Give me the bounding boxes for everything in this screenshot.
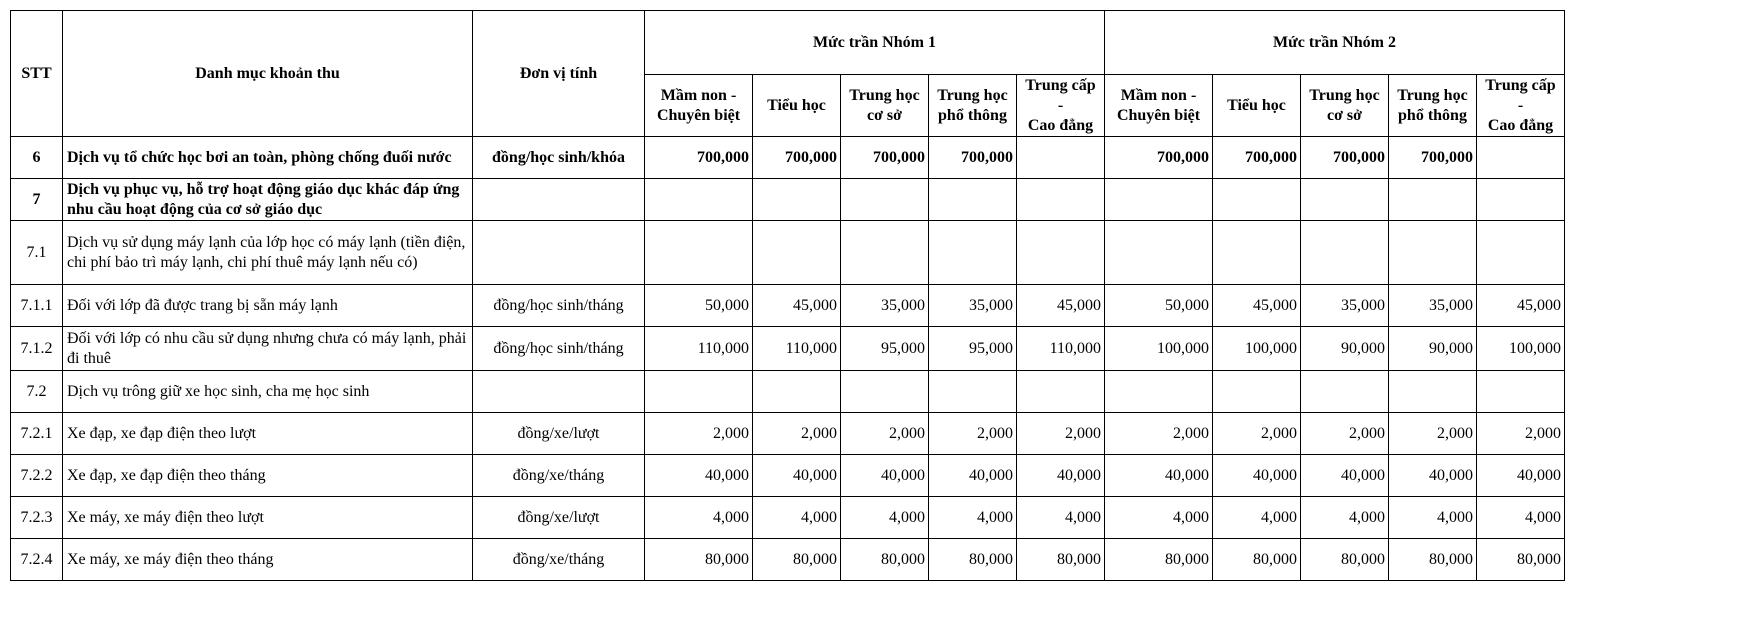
group-2-value: 80,000 xyxy=(1105,539,1213,581)
group-2-value: 40,000 xyxy=(1213,455,1301,497)
group-1-value xyxy=(1017,371,1105,413)
group-1-value xyxy=(1017,179,1105,221)
row-unit xyxy=(473,371,645,413)
row-unit xyxy=(473,221,645,285)
group-1-value xyxy=(929,221,1017,285)
group-1-value: 2,000 xyxy=(645,413,753,455)
table-body xyxy=(11,137,1565,581)
fee-table-container xyxy=(10,10,1565,581)
group-1-value xyxy=(753,371,841,413)
group-1-value xyxy=(1017,221,1105,285)
row-category: Xe máy, xe máy điện theo lượt xyxy=(63,497,473,539)
group-1-value: 35,000 xyxy=(929,285,1017,327)
group-1-value: 700,000 xyxy=(841,137,929,179)
table-row xyxy=(11,285,1565,327)
group-1-value xyxy=(841,179,929,221)
row-stt: 7.2.2 xyxy=(11,455,63,497)
row-stt: 6 xyxy=(11,137,63,179)
header-group-1-level-3 xyxy=(841,75,929,137)
group-2-value: 700,000 xyxy=(1213,137,1301,179)
group-1-value: 110,000 xyxy=(1017,327,1105,371)
group-2-value xyxy=(1105,371,1213,413)
row-stt: 7 xyxy=(11,179,63,221)
header-group-1-level-1 xyxy=(645,75,753,137)
group-1-value: 2,000 xyxy=(841,413,929,455)
table-row xyxy=(11,327,1565,371)
group-2-value: 40,000 xyxy=(1301,455,1389,497)
group-2-value: 40,000 xyxy=(1477,455,1565,497)
group-2-value: 2,000 xyxy=(1105,413,1213,455)
group-1-value xyxy=(645,179,753,221)
group-1-value xyxy=(841,371,929,413)
group-2-value: 45,000 xyxy=(1477,285,1565,327)
group-2-value xyxy=(1105,221,1213,285)
row-stt: 7.2.1 xyxy=(11,413,63,455)
group-1-value xyxy=(929,371,1017,413)
group-1-value: 110,000 xyxy=(753,327,841,371)
group-1-value: 4,000 xyxy=(645,497,753,539)
group-2-value: 700,000 xyxy=(1301,137,1389,179)
group-1-value: 40,000 xyxy=(929,455,1017,497)
table-row xyxy=(11,497,1565,539)
table-row xyxy=(11,137,1565,179)
group-2-value: 4,000 xyxy=(1477,497,1565,539)
group-1-value xyxy=(929,179,1017,221)
group-2-value xyxy=(1477,179,1565,221)
table-row xyxy=(11,455,1565,497)
group-2-value: 35,000 xyxy=(1301,285,1389,327)
row-category: Đối với lớp đã được trang bị sẵn máy lạnh xyxy=(63,285,473,327)
group-2-value: 2,000 xyxy=(1389,413,1477,455)
group-1-value: 80,000 xyxy=(841,539,929,581)
row-stt: 7.2 xyxy=(11,371,63,413)
group-2-value: 90,000 xyxy=(1389,327,1477,371)
group-2-value: 80,000 xyxy=(1477,539,1565,581)
row-unit: đồng/xe/tháng xyxy=(473,539,645,581)
fee-ceiling-table xyxy=(10,10,1565,581)
row-stt: 7.2.4 xyxy=(11,539,63,581)
group-1-value: 95,000 xyxy=(929,327,1017,371)
header-stt: STT xyxy=(11,11,63,137)
level-label-line: Chuyên biệt xyxy=(656,106,741,124)
level-label-line: Cao đẳng xyxy=(1027,116,1094,134)
group-2-value xyxy=(1477,371,1565,413)
group-1-value: 35,000 xyxy=(841,285,929,327)
group-1-value: 80,000 xyxy=(645,539,753,581)
table-row xyxy=(11,179,1565,221)
group-2-value: 40,000 xyxy=(1389,455,1477,497)
group-1-value: 4,000 xyxy=(929,497,1017,539)
group-2-value: 40,000 xyxy=(1105,455,1213,497)
header-group-2-level-5 xyxy=(1477,75,1565,137)
group-2-value: 90,000 xyxy=(1301,327,1389,371)
group-1-value xyxy=(841,221,929,285)
level-label-line: Cao đẳng xyxy=(1487,116,1554,134)
header-group-2-level-2 xyxy=(1213,75,1301,137)
group-1-value xyxy=(753,179,841,221)
table-row xyxy=(11,413,1565,455)
group-2-value xyxy=(1389,179,1477,221)
group-1-value: 2,000 xyxy=(753,413,841,455)
group-2-value xyxy=(1213,371,1301,413)
group-2-value: 100,000 xyxy=(1477,327,1565,371)
header-group-2: Mức trần Nhóm 2 xyxy=(1105,11,1565,75)
row-category: Dịch vụ tổ chức học bơi an toàn, phòng chống đuối nước xyxy=(63,137,473,179)
group-1-value: 700,000 xyxy=(645,137,753,179)
group-2-value xyxy=(1105,179,1213,221)
group-2-value xyxy=(1301,221,1389,285)
row-stt: 7.2.3 xyxy=(11,497,63,539)
group-2-value: 4,000 xyxy=(1105,497,1213,539)
header-group-1-level-2 xyxy=(753,75,841,137)
group-2-value xyxy=(1477,221,1565,285)
group-1-value: 40,000 xyxy=(1017,455,1105,497)
group-1-value: 80,000 xyxy=(1017,539,1105,581)
row-unit: đồng/xe/tháng xyxy=(473,455,645,497)
group-1-value: 95,000 xyxy=(841,327,929,371)
group-1-value: 40,000 xyxy=(753,455,841,497)
table-row xyxy=(11,371,1565,413)
header-group-1-level-4 xyxy=(929,75,1017,137)
group-2-value: 2,000 xyxy=(1301,413,1389,455)
group-1-value: 40,000 xyxy=(841,455,929,497)
table-row xyxy=(11,221,1565,285)
level-label-line: Mầm non - xyxy=(1120,86,1197,104)
group-2-value: 700,000 xyxy=(1105,137,1213,179)
group-2-value xyxy=(1389,371,1477,413)
group-1-value xyxy=(753,221,841,285)
group-2-value xyxy=(1389,221,1477,285)
group-1-value: 80,000 xyxy=(929,539,1017,581)
group-1-value: 45,000 xyxy=(1017,285,1105,327)
group-2-value xyxy=(1213,221,1301,285)
row-stt: 7.1.1 xyxy=(11,285,63,327)
row-unit: đồng/học sinh/khóa xyxy=(473,137,645,179)
group-2-value: 2,000 xyxy=(1477,413,1565,455)
group-1-value: 2,000 xyxy=(1017,413,1105,455)
row-unit xyxy=(473,179,645,221)
group-2-value: 4,000 xyxy=(1301,497,1389,539)
header-group-2-level-4 xyxy=(1389,75,1477,137)
group-1-value: 4,000 xyxy=(753,497,841,539)
row-category: Xe đạp, xe đạp điện theo tháng xyxy=(63,455,473,497)
table-header xyxy=(11,11,1565,137)
group-1-value: 40,000 xyxy=(645,455,753,497)
group-1-value xyxy=(645,371,753,413)
row-unit: đồng/học sinh/tháng xyxy=(473,285,645,327)
header-category: Danh mục khoản thu xyxy=(63,11,473,137)
group-2-value: 45,000 xyxy=(1213,285,1301,327)
group-2-value xyxy=(1301,371,1389,413)
row-unit: đồng/xe/lượt xyxy=(473,413,645,455)
row-category: Dịch vụ phục vụ, hỗ trợ hoạt động giáo dục khác đáp ứng nhu cầu hoạt động của cơ sở giáo dục xyxy=(63,179,473,221)
level-label-line: Trung học xyxy=(1309,86,1380,104)
row-unit: đồng/xe/lượt xyxy=(473,497,645,539)
level-label-line: Trung học xyxy=(849,86,920,104)
group-1-value: 45,000 xyxy=(753,285,841,327)
table-row xyxy=(11,539,1565,581)
level-label-line: Trung cấp - xyxy=(1025,76,1096,114)
group-1-value: 4,000 xyxy=(841,497,929,539)
header-unit: Đơn vị tính xyxy=(473,11,645,137)
group-2-value: 2,000 xyxy=(1213,413,1301,455)
group-2-value xyxy=(1213,179,1301,221)
level-label-line: phổ thông xyxy=(1398,106,1467,124)
group-1-value: 2,000 xyxy=(929,413,1017,455)
group-2-value: 700,000 xyxy=(1389,137,1477,179)
level-label-line: cơ sở xyxy=(1326,106,1363,124)
header-group-2-level-3 xyxy=(1301,75,1389,137)
level-label-line: Mầm non - xyxy=(660,86,737,104)
level-label-line: Tiểu học xyxy=(767,96,826,114)
level-label-line: Trung học xyxy=(937,86,1008,104)
group-1-value: 4,000 xyxy=(1017,497,1105,539)
group-2-value: 80,000 xyxy=(1301,539,1389,581)
group-1-value: 50,000 xyxy=(645,285,753,327)
row-category: Xe máy, xe máy điện theo tháng xyxy=(63,539,473,581)
group-2-value: 100,000 xyxy=(1105,327,1213,371)
row-unit: đồng/học sinh/tháng xyxy=(473,327,645,371)
row-category: Dịch vụ sử dụng máy lạnh của lớp học có máy lạnh (tiền điện, chi phí bảo trì máy lạnh, chi phí thuê máy lạnh nếu có) xyxy=(63,221,473,285)
group-2-value: 4,000 xyxy=(1389,497,1477,539)
group-2-value xyxy=(1477,137,1565,179)
group-2-value: 50,000 xyxy=(1105,285,1213,327)
group-1-value xyxy=(1017,137,1105,179)
level-label-line: Chuyên biệt xyxy=(1116,106,1201,124)
row-stt: 7.1 xyxy=(11,221,63,285)
level-label-line: Trung cấp - xyxy=(1485,76,1556,114)
group-2-value: 80,000 xyxy=(1389,539,1477,581)
group-1-value: 700,000 xyxy=(929,137,1017,179)
level-label-line: phổ thông xyxy=(938,106,1007,124)
group-1-value: 700,000 xyxy=(753,137,841,179)
level-label-line: Tiểu học xyxy=(1227,96,1286,114)
header-group-1-level-5 xyxy=(1017,75,1105,137)
group-2-value: 100,000 xyxy=(1213,327,1301,371)
group-1-value: 80,000 xyxy=(753,539,841,581)
level-label-line: cơ sở xyxy=(866,106,903,124)
level-label-line: Trung học xyxy=(1397,86,1468,104)
row-category: Đối với lớp có nhu cầu sử dụng nhưng chưa có máy lạnh, phải đi thuê xyxy=(63,327,473,371)
group-2-value xyxy=(1301,179,1389,221)
row-category: Xe đạp, xe đạp điện theo lượt xyxy=(63,413,473,455)
group-2-value: 80,000 xyxy=(1213,539,1301,581)
group-2-value: 4,000 xyxy=(1213,497,1301,539)
group-1-value: 110,000 xyxy=(645,327,753,371)
row-stt: 7.1.2 xyxy=(11,327,63,371)
group-1-value xyxy=(645,221,753,285)
header-group-1: Mức trần Nhóm 1 xyxy=(645,11,1105,75)
header-group-2-level-1 xyxy=(1105,75,1213,137)
group-2-value: 35,000 xyxy=(1389,285,1477,327)
row-category: Dịch vụ trông giữ xe học sinh, cha mẹ học sinh xyxy=(63,371,473,413)
